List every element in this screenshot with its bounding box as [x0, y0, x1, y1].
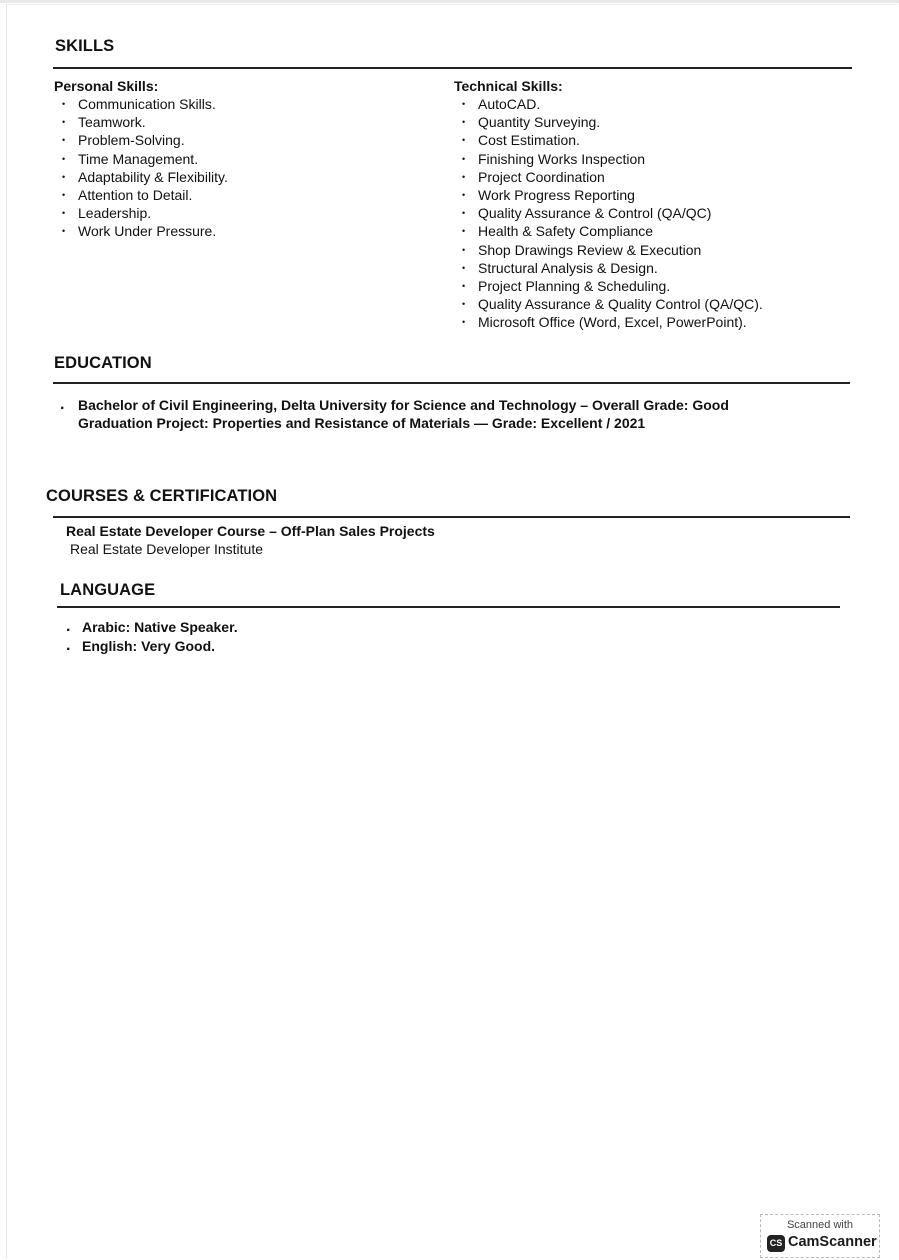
education-project [56, 414, 796, 432]
education-heading: EDUCATION [54, 354, 152, 372]
language-item [60, 618, 238, 637]
course-title: Real Estate Developer Course – Off-Plan Sales Projects [66, 523, 435, 539]
technical-skill-item: • Finishing Works Inspection [454, 150, 763, 168]
technical-skill-item: • Quality Assurance & Control (QA/QC) [454, 204, 763, 222]
courses-heading: COURSES & CERTIFICATION [46, 487, 278, 505]
language-heading: LANGUAGE [60, 581, 156, 599]
camscanner-watermark [760, 1214, 880, 1258]
personal-skill-item: • Problem-Solving. [54, 131, 228, 149]
technical-skill-item: • Work Progress Reporting [454, 186, 763, 204]
camscanner-logo-icon: CS [767, 1235, 785, 1252]
technical-skill-item: • Project Coordination [454, 168, 763, 186]
language-item [60, 637, 238, 656]
technical-skills-list [454, 95, 763, 332]
skills-rule [53, 67, 852, 69]
language-list [60, 618, 238, 655]
language-rule [57, 606, 840, 608]
language-item-text: Arabic: Native Speaker. [82, 619, 238, 635]
technical-skill-item: • Microsoft Office (Word, Excel, PowerPoint). [454, 313, 763, 331]
personal-skill-item: • Work Under Pressure. [54, 222, 228, 240]
course-institute: Real Estate Developer Institute [70, 541, 263, 557]
language-item-text: English: Very Good. [82, 637, 216, 654]
technical-skill-item: • Health & Safety Compliance [454, 222, 763, 240]
technical-skill-item: • Project Planning & Scheduling. [454, 277, 763, 295]
personal-skills-title: Personal Skills: [54, 78, 159, 94]
watermark-top-text: Scanned with [786, 1219, 854, 1231]
bullet-icon: . [60, 396, 65, 413]
watermark-brand: CamScanner [788, 1234, 877, 1250]
personal-skills-list [54, 95, 228, 241]
personal-skill-item: • Leadership. [54, 204, 228, 222]
education-degree [56, 396, 796, 414]
technical-skill-item: • Quality Assurance & Quality Control (QA/QC). [454, 295, 763, 313]
technical-skill-item: • AutoCAD. [454, 95, 763, 113]
personal-skill-item: • Attention to Detail. [54, 186, 228, 204]
personal-skill-item: • Adaptability & Flexibility. [54, 168, 228, 186]
personal-skill-item: • Teamwork. [54, 113, 228, 131]
courses-rule [53, 516, 850, 518]
education-rule [53, 382, 850, 384]
education-degree-text: Bachelor of Civil Engineering, Delta University for Science and Technology – Overall Grade: Good [78, 397, 729, 413]
technical-skill-item: • Quantity Surveying. [454, 113, 763, 131]
education-project-text: Graduation Project: Properties and Resistance of Materials — Grade: Excellent / 2021 [78, 415, 646, 431]
personal-skill-item: • Time Management. [54, 150, 228, 168]
education-entry [56, 396, 796, 432]
scan-top-edge [0, 0, 899, 3]
technical-skill-item: • Structural Analysis & Design. [454, 259, 763, 277]
bullet-icon: . [66, 636, 71, 654]
technical-skill-item: • Cost Estimation. [454, 131, 763, 149]
technical-skill-item: • Shop Drawings Review & Execution [454, 241, 763, 259]
bullet-icon: . [66, 618, 71, 635]
skills-heading: SKILLS [55, 37, 115, 55]
personal-skill-item: • Communication Skills. [54, 95, 228, 113]
technical-skills-title: Technical Skills: [454, 78, 563, 94]
